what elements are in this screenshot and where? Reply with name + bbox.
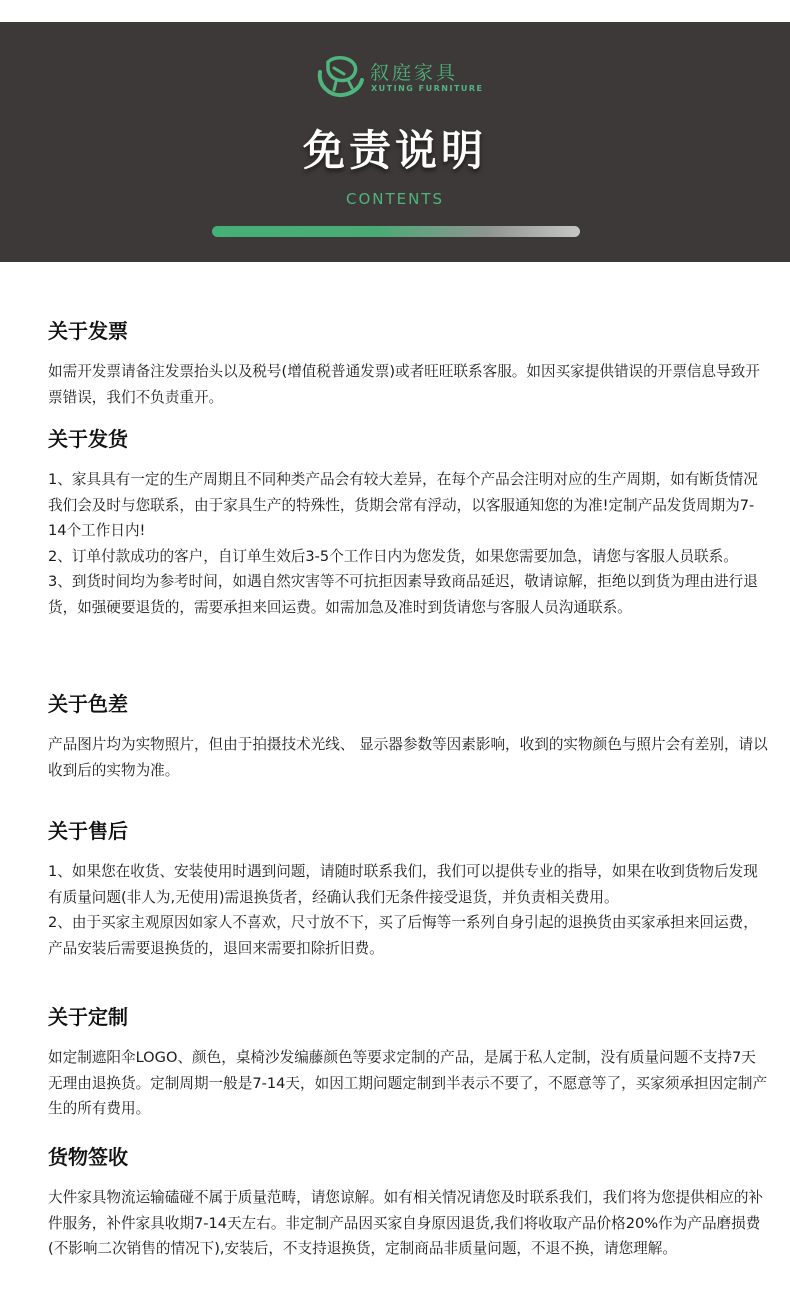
accent-bar [212,226,580,237]
section-title: 关于售后 [48,819,128,843]
section-shipping [48,425,768,620]
section-title: 关于定制 [48,1005,128,1029]
section-title: 货物签收 [48,1145,128,1169]
page-subtitle: CONTENTS [345,190,445,208]
brand-name-en: XUTING FURNITURE [371,84,484,93]
page-title: 免责说明 [302,126,487,175]
section-customization [48,1003,768,1122]
section-after-sales [48,817,768,961]
section-paragraph: 3、到货时间均为参考时间，如遇自然灾害等不可抗拒因素导致商品延迟，敬请谅解，拒绝以到货为理由进行退货，如强硬要退货的，需要承担来回运费。如需加急及准时到货请您与客服人员沟通联系。 [48,573,758,616]
section-title: 关于色差 [48,692,128,716]
section-paragraph: 2、订单付款成功的客户，自订单生效后3-5个工作日内为您发货，如果您需要加急，请您与客服人员联系。 [48,547,738,565]
section-paragraph: 产品图片均为实物照片，但由于拍摄技术光线、 显示器参数等因素影响，收到的实物颜色与照片会有差别，请以收到后的实物为准。 [48,736,768,779]
section-paragraph: 2、由于买家主观原因如家人不喜欢，尺寸放不下，买了后悔等一系列自身引起的退换货由买家承担来回运费，产品安装后需要退换货的，退回来需要扣除折旧费。 [48,914,758,957]
section-title: 关于发票 [48,319,128,343]
section-paragraph: 如需开发票请备注发票抬头以及税号(增值税普通发票)或者旺旺联系客服。如因买家提供错误的开票信息导致开票错误，我们不负责重开。 [48,363,760,406]
brand-name-cn: 叙庭家具 [370,62,459,84]
section-invoice [48,317,768,410]
section-color-difference [48,690,768,783]
section-delivery-receipt [48,1143,768,1262]
brand-logo [314,52,484,104]
header-banner [0,22,790,262]
section-paragraph: 如定制遮阳伞LOGO、颜色，桌椅沙发编藤颜色等要求定制的产品，是属于私人定制，没有质量问题不支持7天无理由退换货。定制周期一般是7-14天，如因工期问题定制到半表示不要了，不愿意等了，买家须承担因定制产生的所有费用。 [48,1049,768,1117]
chair-logo-icon [314,52,366,100]
section-title: 关于发货 [48,427,128,451]
section-paragraph: 1、家具具有一定的生产周期且不同种类产品会有较大差异，在每个产品会注明对应的生产周期，如有断货情况我们会及时与您联系，由于家具生产的特殊性，货期会常有浮动，以客服通知您的为准!定制产品发货周期为7-14个工作日内! [48,471,758,539]
section-paragraph: 1、如果您在收货、安装使用时遇到问题，请随时联系我们，我们可以提供专业的指导，如果在收到货物后发现有质量问题(非人为,无使用)需退换货者，经确认我们无条件接受退货，并负责相关费用。 [48,863,758,906]
section-paragraph: 大件家具物流运输磕碰不属于质量范畴，请您谅解。如有相关情况请您及时联系我们，我们将为您提供相应的补件服务，补件家具收期7-14天左右。非定制产品因买家自身原因退货,我们将收取产品价格20%作为产品磨损费(不影响二次销售的情况下),安装后，不支持退换货，定制商品非质量问题，不退不换，请您理解。 [48,1189,764,1257]
